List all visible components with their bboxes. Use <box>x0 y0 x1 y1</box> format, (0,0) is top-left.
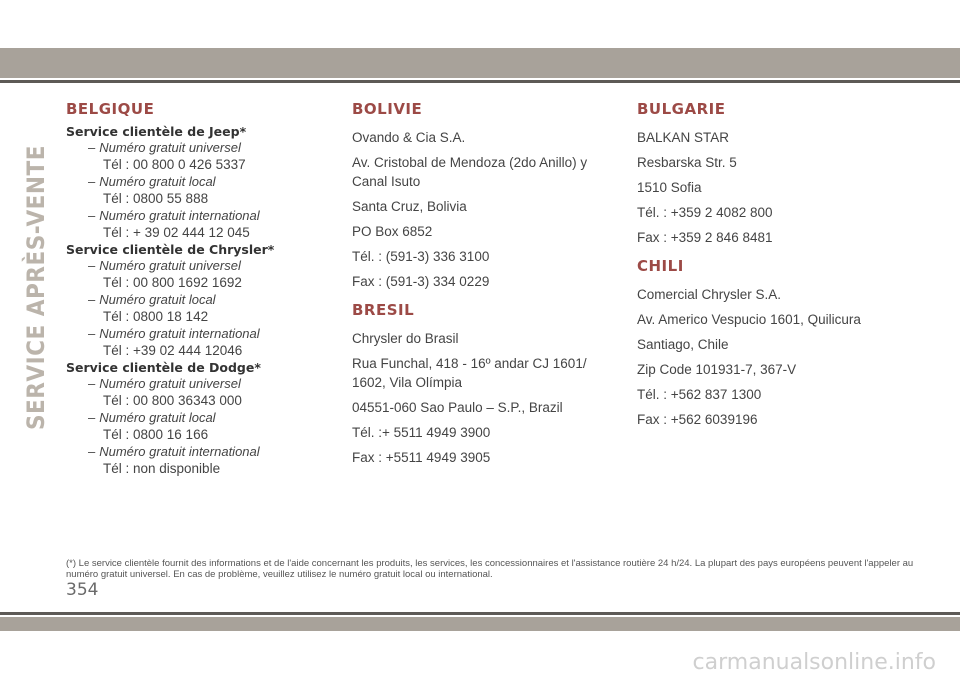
address-line: Resbarska Str. 5 <box>637 155 737 170</box>
phone-number: Tél : 0800 16 166 <box>103 427 209 442</box>
service-title: Service clientèle de Dodge* <box>66 360 261 375</box>
phone-number: Tél : non disponible <box>103 461 221 476</box>
top-band <box>0 48 960 78</box>
address-line: 04551-060 Sao Paulo – S.P., Brazil <box>352 400 563 415</box>
service-group-chrysler <box>66 242 326 360</box>
bottom-divider <box>0 612 960 615</box>
address-line: Comercial Chrysler S.A. <box>637 287 782 302</box>
fax-line: Fax : +562 6039196 <box>637 412 758 427</box>
heading-belgique: BELGIQUE <box>66 100 155 118</box>
phone-number: Tél : 00 800 1692 1692 <box>103 275 242 290</box>
service-group-dodge <box>66 360 326 478</box>
phone-line: Tél. : +562 837 1300 <box>637 387 762 402</box>
phone-number: Tél : 00 800 0 426 5337 <box>103 157 246 172</box>
number-label: – Numéro gratuit local <box>88 410 216 425</box>
address-line: Ovando & Cia S.A. <box>352 130 466 145</box>
phone-number: Tél : +39 02 444 12046 <box>103 343 243 358</box>
column-belgique <box>66 100 326 478</box>
number-label: – Numéro gratuit universel <box>88 376 241 391</box>
heading-bresil: BRESIL <box>352 301 415 319</box>
number-label: – Numéro gratuit international <box>88 326 260 341</box>
address-line: Chrysler do Brasil <box>352 331 459 346</box>
heading-bulgarie: BULGARIE <box>637 100 726 118</box>
heading-chili: CHILI <box>637 257 684 275</box>
address-line: PO Box 6852 <box>352 224 433 239</box>
column-bulgarie-chili <box>637 100 917 435</box>
address-line: BALKAN STAR <box>637 130 730 145</box>
service-title: Service clientèle de Chrysler* <box>66 242 275 257</box>
number-label: – Numéro gratuit local <box>88 174 216 189</box>
address-line: 1510 Sofia <box>637 180 702 195</box>
number-label: – Numéro gratuit universel <box>88 258 241 273</box>
footnote: (*) Le service clientèle fournit des informations et de l'aide concernant les produits, les services, les concessionnaires et l'assistance routière 24 h/24. La plupart des pays européens peuvent l'appeler au numéro gratuit universel. En cas de problème, veuillez utilisez le numéro gratuit local ou international. <box>66 558 914 580</box>
column-bolivie-bresil <box>352 100 622 473</box>
phone-line: Tél. : (591-3) 336 3100 <box>352 249 490 264</box>
phone-number: Tél : 00 800 36343 000 <box>103 393 242 408</box>
address-line: Av. Cristobal de Mendoza (2do Anillo) y Canal Isuto <box>352 155 588 189</box>
phone-number: Tél : 0800 55 888 <box>103 191 209 206</box>
fax-line: Fax : +359 2 846 8481 <box>637 230 773 245</box>
top-divider <box>0 80 960 83</box>
bottom-band <box>0 617 960 631</box>
service-group-jeep <box>66 124 326 242</box>
number-label: – Numéro gratuit local <box>88 292 216 307</box>
fax-line: Fax : (591-3) 334 0229 <box>352 274 490 289</box>
heading-bolivie: BOLIVIE <box>352 100 423 118</box>
phone-number: Tél : 0800 18 142 <box>103 309 209 324</box>
address-line: Rua Funchal, 418 - 16º andar CJ 1601/ 1602, Vila Olímpia <box>352 356 587 390</box>
fax-line: Fax : +5511 4949 3905 <box>352 450 491 465</box>
service-title: Service clientèle de Jeep* <box>66 124 247 139</box>
phone-line: Tél. :+ 5511 4949 3900 <box>352 425 491 440</box>
watermark: carmanualsonline.info <box>692 650 936 675</box>
address-line: Av. Americo Vespucio 1601, Quilicura <box>637 312 861 327</box>
side-title-text: SERVICE APRÈS-VENTE <box>22 145 50 430</box>
phone-line: Tél. : +359 2 4082 800 <box>637 205 773 220</box>
page-number: 354 <box>66 580 99 600</box>
number-label: – Numéro gratuit international <box>88 208 260 223</box>
address-line: Zip Code 101931-7, 367-V <box>637 362 797 377</box>
number-label: – Numéro gratuit international <box>88 444 260 459</box>
address-line: Santiago, Chile <box>637 337 729 352</box>
address-line: Santa Cruz, Bolivia <box>352 199 467 214</box>
number-label: – Numéro gratuit universel <box>88 140 241 155</box>
phone-number: Tél : + 39 02 444 12 045 <box>103 225 250 240</box>
